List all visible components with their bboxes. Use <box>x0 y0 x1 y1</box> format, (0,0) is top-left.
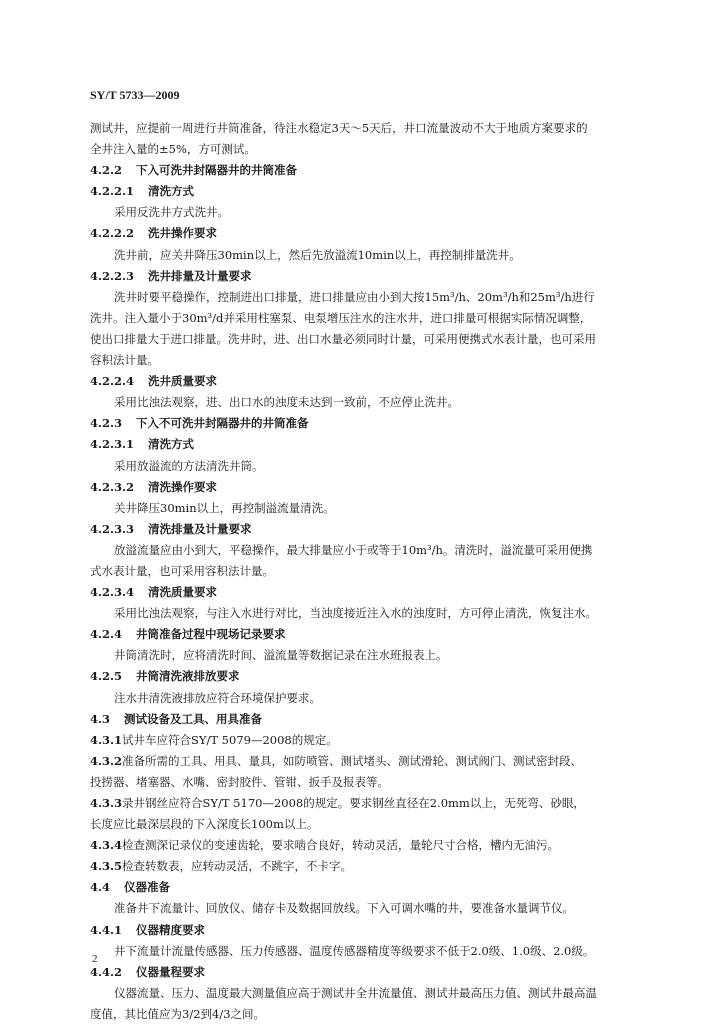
section-heading <box>90 666 650 687</box>
section-heading <box>90 434 650 455</box>
numbered-paragraph <box>90 835 650 856</box>
section-number: 4.2.2.3 <box>90 268 135 283</box>
line-text: 井筒清洗液排放要求 <box>136 669 240 684</box>
line-text: 仪器准备 <box>124 880 170 895</box>
paragraph-line: 采用比浊法观察，进、出口水的浊度未达到一致前，不应停止洗井。 <box>114 395 459 410</box>
paragraph-line: 使出口排量大于进口排量。洗井时，进、出口水量必须同时计量，可采用便携式水表计量，也可采用 <box>90 331 596 346</box>
line-text: 清洗质量要求 <box>148 585 217 600</box>
paragraph-line: 洗井。注入量小于30m³/d并采用柱塞泵、电泵增压注水的注水井，进口排量可根据实际情况调整， <box>90 310 592 325</box>
numbered-paragraph <box>90 793 650 814</box>
section-heading <box>90 519 650 540</box>
line-text: 清洗方式 <box>148 437 194 452</box>
document-body <box>90 118 650 1025</box>
line-text: 井筒准备过程中现场记录要求 <box>136 627 286 642</box>
paragraph-line: 放溢流量应由小到大，平稳操作，最大排量应小于或等于10m³/h。清洗时，溢流量可采用便携 <box>114 542 593 557</box>
paragraph-line: 度值，其比值应为3/2到4/3之间。 <box>90 1006 266 1021</box>
section-number: 4.2.3 <box>90 416 123 431</box>
section-number: 4.3 <box>90 711 111 726</box>
line-text: 检查测深记录仪的变速齿轮，要求啮合良好，转动灵活，量轮尺寸合格，槽内无油污。 <box>122 838 560 853</box>
line-text: 准备所需的工具、用具、量具，如防喷管、测试堵头、测试滑轮、测试阀门、测试密封段、 <box>122 753 583 768</box>
section-heading <box>90 223 650 244</box>
paragraph-line: 长度应比最深层段的下入深度长100m以上。 <box>90 817 319 832</box>
section-number: 4.2.2.1 <box>90 184 135 199</box>
paragraph-line: 采用比浊法观察，与注入水进行对比，当浊度接近注入水的浊度时，方可停止清洗，恢复注水。 <box>114 606 597 621</box>
section-number: 4.3.4 <box>90 838 123 853</box>
paragraph-line: 仪器流量、压力、温度最大测量值应高于测试井全井流量值、测试井最高压力值、测试井最高温 <box>114 985 597 1000</box>
line-text: 清洗操作要求 <box>148 479 217 494</box>
section-heading <box>90 709 650 730</box>
line-text: 洗井排量及计量要求 <box>148 268 252 283</box>
paragraph-line: 测试井，应提前一周进行井筒准备，待注水稳定3天～5天后，井口流量波动不大于地质方案要求的 <box>90 121 588 135</box>
line-text: 清洗方式 <box>148 184 194 199</box>
paragraph-line: 井筒清洗时，应将清洗时间、溢流量等数据记录在注水班报表上。 <box>114 648 448 663</box>
section-heading <box>90 371 650 392</box>
section-heading <box>90 962 650 983</box>
section-number: 4.4.1 <box>90 922 123 937</box>
numbered-paragraph <box>90 730 650 751</box>
section-number: 4.2.2.2 <box>90 226 135 241</box>
paragraph-line: 洗井时要平稳操作，控制进出口排量，进口排量应由小到大按15m³/h、20m³/h和25m³/h进行 <box>114 289 595 304</box>
section-number: 4.3.1 <box>90 732 123 747</box>
section-number: 4.4 <box>90 880 111 895</box>
line-text: 下入可洗井封隔器井的井筒准备 <box>136 163 297 178</box>
numbered-paragraph <box>90 856 650 877</box>
section-heading <box>90 582 650 603</box>
section-heading <box>90 413 650 434</box>
section-number: 4.2.3.1 <box>90 437 135 452</box>
section-heading <box>90 477 650 498</box>
line-text: 洗井操作要求 <box>148 226 217 241</box>
section-number: 4.2.3.2 <box>90 479 135 494</box>
section-heading <box>90 266 650 287</box>
section-number: 4.3.5 <box>90 859 123 874</box>
line-text: 测试设备及工具、用具准备 <box>124 711 262 726</box>
paragraph-line: 采用放溢流的方法清洗井筒。 <box>114 458 264 473</box>
section-heading <box>90 877 650 898</box>
section-number: 4.2.2 <box>90 163 123 178</box>
paragraph-line: 投捞器、堵塞器、水嘴、密封胶件、管钳、扳手及报表等。 <box>90 774 389 789</box>
line-text: 检查转数表，应转动灵活，不跳字，不卡字。 <box>122 859 353 874</box>
section-number: 4.2.5 <box>90 669 123 684</box>
page-header: SY/T 5733—2009 <box>90 88 180 102</box>
paragraph-line: 关井降压30min以上，再控制溢流量清洗。 <box>114 500 335 515</box>
section-number: 4.3.3 <box>90 796 123 810</box>
section-number: 4.4.2 <box>90 964 123 979</box>
line-text: 下入不可洗井封隔器井的井筒准备 <box>136 416 309 431</box>
paragraph-line: 准备井下流量计、回放仪、储存卡及数据回放线。下入可调水嘴的井，要准备水量调节仪。 <box>114 901 574 916</box>
line-text: 清洗排量及计量要求 <box>148 521 252 536</box>
line-text: 仪器量程要求 <box>136 964 205 979</box>
paragraph-line: 井下流量计流量传感器、压力传感器、温度传感器精度等级要求不低于2.0级、1.0级、2.0级。 <box>114 943 595 958</box>
numbered-paragraph <box>90 751 650 772</box>
paragraph-line: 式水表计量，也可采用容积法计量。 <box>90 563 274 578</box>
paragraph-line: 采用反洗井方式洗井。 <box>114 205 229 220</box>
section-heading <box>90 624 650 645</box>
section-number: 4.2.2.4 <box>90 374 135 389</box>
section-heading <box>90 160 650 181</box>
line-text: 录井钢丝应符合SY/T 5170—2008的规定。要求钢丝直径在2.0mm以上，无死弯、砂眼， <box>122 796 585 810</box>
paragraph-line: 全井注入量的±5%，方可测试。 <box>90 142 256 157</box>
page-number: 2 <box>92 953 98 965</box>
section-number: 4.3.2 <box>90 753 123 768</box>
line-text: 仪器精度要求 <box>136 922 205 937</box>
section-heading <box>90 181 650 202</box>
paragraph-line: 洗井前，应关井降压30min以上，然后先放溢流10min以上，再控制排量洗井。 <box>114 247 521 262</box>
section-heading <box>90 920 650 941</box>
paragraph-line: 注水井清洗液排放应符合环境保护要求。 <box>114 690 321 705</box>
section-number: 4.2.3.3 <box>90 521 135 536</box>
section-number: 4.2.4 <box>90 627 123 642</box>
paragraph-line: 容积法计量。 <box>90 353 159 368</box>
line-text: 洗井质量要求 <box>148 374 217 389</box>
section-number: 4.2.3.4 <box>90 585 135 600</box>
line-text: 试井车应符合SY/T 5079—2008的规定。 <box>122 732 338 747</box>
